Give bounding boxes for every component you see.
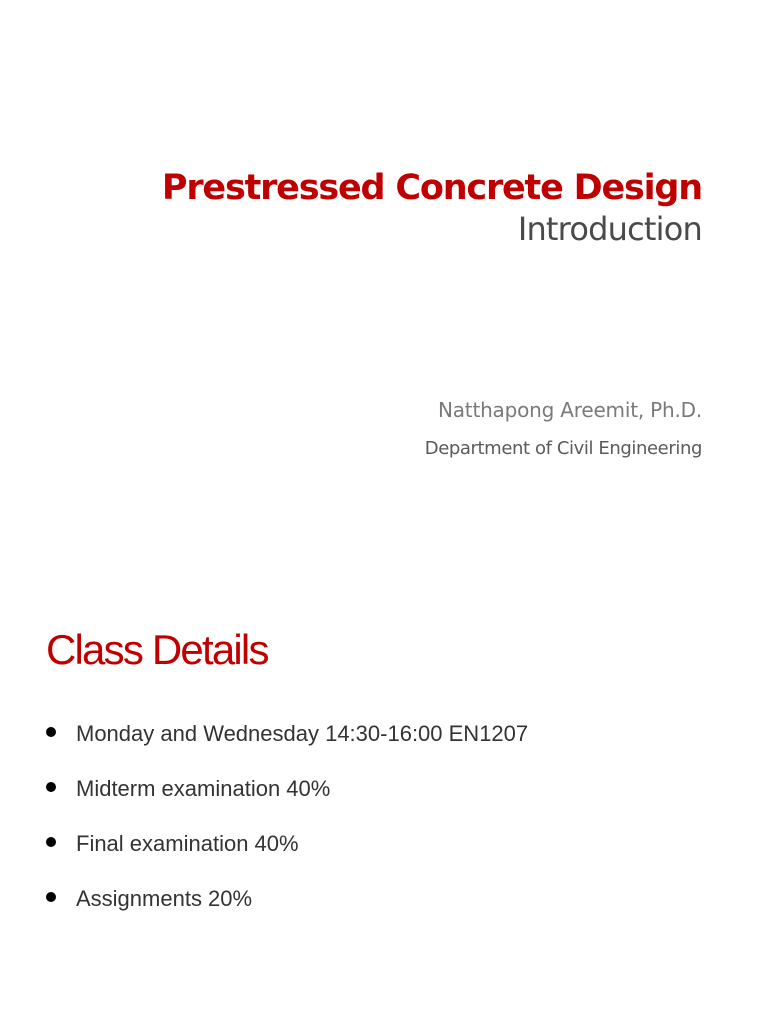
bullet-dot-icon: [46, 837, 56, 847]
department-name: Department of Civil Engineering: [424, 438, 702, 459]
bullet-item: [46, 824, 528, 879]
bullet-dot-icon: [46, 782, 56, 792]
bullet-text: Assignments 20%: [76, 886, 253, 911]
bullet-text: Final examination 40%: [76, 831, 299, 856]
author-block: [425, 395, 702, 463]
class-details-slide: [0, 512, 768, 1024]
bullet-dot-icon: [46, 892, 56, 902]
author-name: Natthapong Areemit, Ph.D.: [437, 398, 702, 422]
bullet-dot-icon: [46, 727, 56, 737]
section-heading: Class Details: [46, 626, 268, 673]
slide-subtitle: Introduction: [517, 210, 702, 248]
bullet-item: [46, 769, 528, 824]
bullet-item: [46, 714, 528, 769]
slide-title: Prestressed Concrete Design: [161, 168, 702, 208]
bullet-item: [46, 879, 528, 934]
bullet-list: [46, 714, 528, 934]
title-block: [162, 164, 702, 250]
bullet-text: Midterm examination 40%: [76, 776, 331, 801]
bullet-text: Monday and Wednesday 14:30-16:00 EN1207: [76, 721, 529, 746]
